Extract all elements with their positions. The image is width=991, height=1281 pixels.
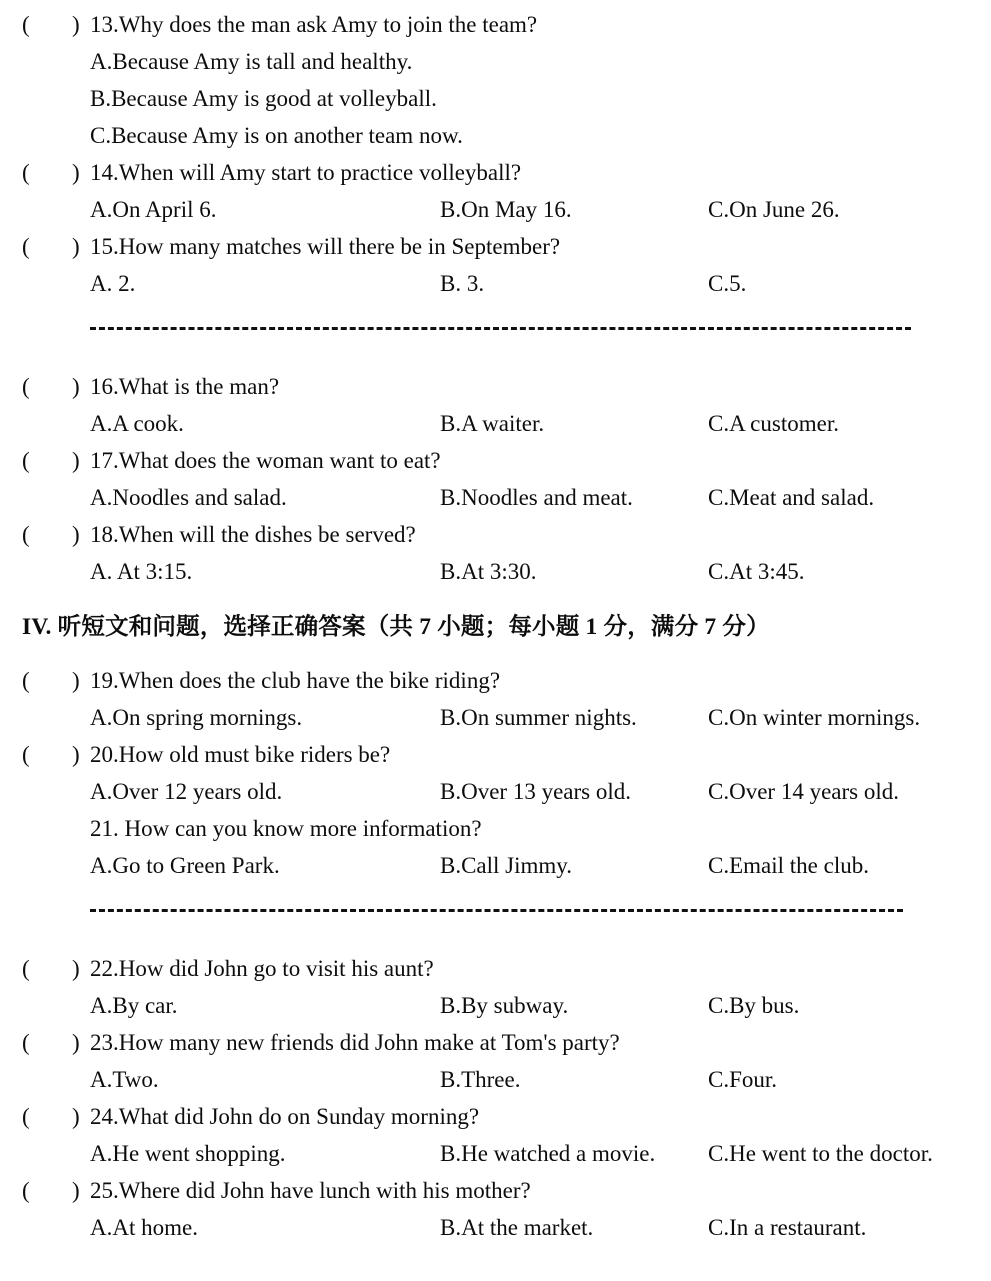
option-row-18 bbox=[14, 553, 963, 590]
option-15-c[interactable]: C.5. bbox=[708, 271, 747, 296]
question-text-23: 23.How many new friends did John make at Tom's party? bbox=[90, 1030, 620, 1055]
answer-bracket-16[interactable]: ( bbox=[22, 374, 30, 399]
option-22-c[interactable]: C.By bus. bbox=[708, 993, 800, 1018]
question-group-3 bbox=[14, 662, 963, 884]
question-text-20: 20.How old must bike riders be? bbox=[90, 742, 391, 767]
section-heading-iv: IV. 听短文和问题，选择正确答案（共 7 小题；每小题 1 分，满分 7 分） bbox=[22, 614, 770, 640]
option-row-16 bbox=[14, 405, 963, 442]
option-17-b[interactable]: B.Noodles and meat. bbox=[440, 485, 633, 510]
option-24-b[interactable]: B.He watched a movie. bbox=[440, 1141, 656, 1166]
question-text-16: 16.What is the man? bbox=[90, 374, 280, 399]
option-14-a[interactable]: A.On April 6. bbox=[90, 197, 217, 222]
option-row-20 bbox=[14, 773, 963, 810]
option-21-c[interactable]: C.Email the club. bbox=[708, 853, 869, 878]
answer-bracket-close-23: ) bbox=[72, 1030, 80, 1055]
option-23-a[interactable]: A.Two. bbox=[90, 1067, 159, 1092]
option-19-b[interactable]: B.On summer nights. bbox=[440, 705, 637, 730]
question-row-23 bbox=[14, 1024, 963, 1061]
question-text-24: 24.What did John do on Sunday morning? bbox=[90, 1104, 480, 1129]
option-15-a[interactable]: A. 2. bbox=[90, 271, 136, 296]
answer-bracket-close-24: ) bbox=[72, 1104, 80, 1129]
option-row-22 bbox=[14, 987, 963, 1024]
question-group-4 bbox=[14, 950, 963, 1246]
question-row-19 bbox=[14, 662, 963, 699]
question-text-13: 13.Why does the man ask Amy to join the team? bbox=[90, 12, 538, 37]
option-21-a[interactable]: A.Go to Green Park. bbox=[90, 853, 280, 878]
question-row-15 bbox=[14, 228, 963, 265]
answer-bracket-18[interactable]: ( bbox=[22, 522, 30, 547]
option-22-a[interactable]: A.By car. bbox=[90, 993, 178, 1018]
answer-bracket-23[interactable]: ( bbox=[22, 1030, 30, 1055]
answer-bracket-13[interactable]: ( bbox=[22, 12, 30, 37]
answer-bracket-19[interactable]: ( bbox=[22, 668, 30, 693]
answer-bracket-close-13: ) bbox=[72, 12, 80, 37]
question-text-18: 18.When will the dishes be served? bbox=[90, 522, 416, 547]
dashed-line bbox=[90, 909, 903, 912]
option-row-19 bbox=[14, 699, 963, 736]
answer-bracket-close-16: ) bbox=[72, 374, 80, 399]
option-23-c[interactable]: C.Four. bbox=[708, 1067, 778, 1092]
option-row-25 bbox=[14, 1209, 963, 1246]
option-18-a[interactable]: A. At 3:15. bbox=[90, 559, 193, 584]
question-row-18 bbox=[14, 516, 963, 553]
answer-bracket-24[interactable]: ( bbox=[22, 1104, 30, 1129]
option-24-c[interactable]: C.He went to the doctor. bbox=[708, 1141, 933, 1166]
question-row-24 bbox=[14, 1098, 963, 1135]
option-row-24 bbox=[14, 1135, 963, 1172]
option-20-b[interactable]: B.Over 13 years old. bbox=[440, 779, 631, 804]
dashed-separator-1 bbox=[14, 318, 963, 338]
option-25-c[interactable]: C.In a restaurant. bbox=[708, 1215, 867, 1240]
option-row-15 bbox=[14, 265, 963, 302]
option-16-a[interactable]: A.A cook. bbox=[90, 411, 184, 436]
answer-bracket-20[interactable]: ( bbox=[22, 742, 30, 767]
option-17-a[interactable]: A.Noodles and salad. bbox=[90, 485, 287, 510]
answer-bracket-22[interactable]: ( bbox=[22, 956, 30, 981]
question-text-17: 17.What does the woman want to eat? bbox=[90, 448, 441, 473]
answer-bracket-close-20: ) bbox=[72, 742, 80, 767]
dashed-separator-2 bbox=[14, 900, 963, 920]
option-row-17 bbox=[14, 479, 963, 516]
question-row-13 bbox=[14, 6, 963, 43]
question-row-16 bbox=[14, 368, 963, 405]
question-row-22 bbox=[14, 950, 963, 987]
answer-bracket-25[interactable]: ( bbox=[22, 1178, 30, 1203]
question-row-17 bbox=[14, 442, 963, 479]
answer-bracket-close-17: ) bbox=[72, 448, 80, 473]
question-group-1 bbox=[14, 6, 963, 302]
question-text-22: 22.How did John go to visit his aunt? bbox=[90, 956, 434, 981]
answer-bracket-15[interactable]: ( bbox=[22, 234, 30, 259]
question-row-14 bbox=[14, 154, 963, 191]
option-row-23 bbox=[14, 1061, 963, 1098]
question-text-19: 19.When does the club have the bike riding? bbox=[90, 668, 501, 693]
question-row-20 bbox=[14, 736, 963, 773]
option-18-c[interactable]: C.At 3:45. bbox=[708, 559, 805, 584]
answer-bracket-close-15: ) bbox=[72, 234, 80, 259]
option-20-c[interactable]: C.Over 14 years old. bbox=[708, 779, 899, 804]
option-row-14 bbox=[14, 191, 963, 228]
option-13-c[interactable]: C.Because Amy is on another team now. bbox=[90, 123, 463, 148]
option-13-a[interactable]: A.Because Amy is tall and healthy. bbox=[90, 49, 413, 74]
option-19-a[interactable]: A.On spring mornings. bbox=[90, 705, 303, 730]
question-text-25: 25.Where did John have lunch with his mother? bbox=[90, 1178, 531, 1203]
dashed-line bbox=[90, 327, 911, 330]
option-16-b[interactable]: B.A waiter. bbox=[440, 411, 545, 436]
option-20-a[interactable]: A.Over 12 years old. bbox=[90, 779, 283, 804]
option-21-b[interactable]: B.Call Jimmy. bbox=[440, 853, 573, 878]
answer-bracket-close-14: ) bbox=[72, 160, 80, 185]
option-13-b[interactable]: B.Because Amy is good at volleyball. bbox=[90, 86, 437, 111]
answer-bracket-17[interactable]: ( bbox=[22, 448, 30, 473]
option-19-c[interactable]: C.On winter mornings. bbox=[708, 705, 921, 730]
answer-bracket-close-19: ) bbox=[72, 668, 80, 693]
option-15-b[interactable]: B. 3. bbox=[440, 271, 485, 296]
answer-bracket-close-25: ) bbox=[72, 1178, 80, 1203]
option-14-b[interactable]: B.On May 16. bbox=[440, 197, 572, 222]
question-row-25 bbox=[14, 1172, 963, 1209]
option-25-a[interactable]: A.At home. bbox=[90, 1215, 198, 1240]
question-text-15: 15.How many matches will there be in September? bbox=[90, 234, 561, 259]
option-22-b[interactable]: B.By subway. bbox=[440, 993, 569, 1018]
option-16-c[interactable]: C.A customer. bbox=[708, 411, 839, 436]
option-18-b[interactable]: B.At 3:30. bbox=[440, 559, 537, 584]
answer-bracket-14[interactable]: ( bbox=[22, 160, 30, 185]
question-text-21: 21. How can you know more information? bbox=[90, 816, 482, 841]
question-text-14: 14.When will Amy start to practice volleyball? bbox=[90, 160, 522, 185]
option-row-21 bbox=[14, 847, 963, 884]
answer-bracket-close-22: ) bbox=[72, 956, 80, 981]
question-group-2 bbox=[14, 368, 963, 590]
answer-bracket-close-18: ) bbox=[72, 522, 80, 547]
option-14-c[interactable]: C.On June 26. bbox=[708, 197, 840, 222]
option-25-b[interactable]: B.At the market. bbox=[440, 1215, 594, 1240]
option-17-c[interactable]: C.Meat and salad. bbox=[708, 485, 875, 510]
option-23-b[interactable]: B.Three. bbox=[440, 1067, 521, 1092]
option-24-a[interactable]: A.He went shopping. bbox=[90, 1141, 286, 1166]
